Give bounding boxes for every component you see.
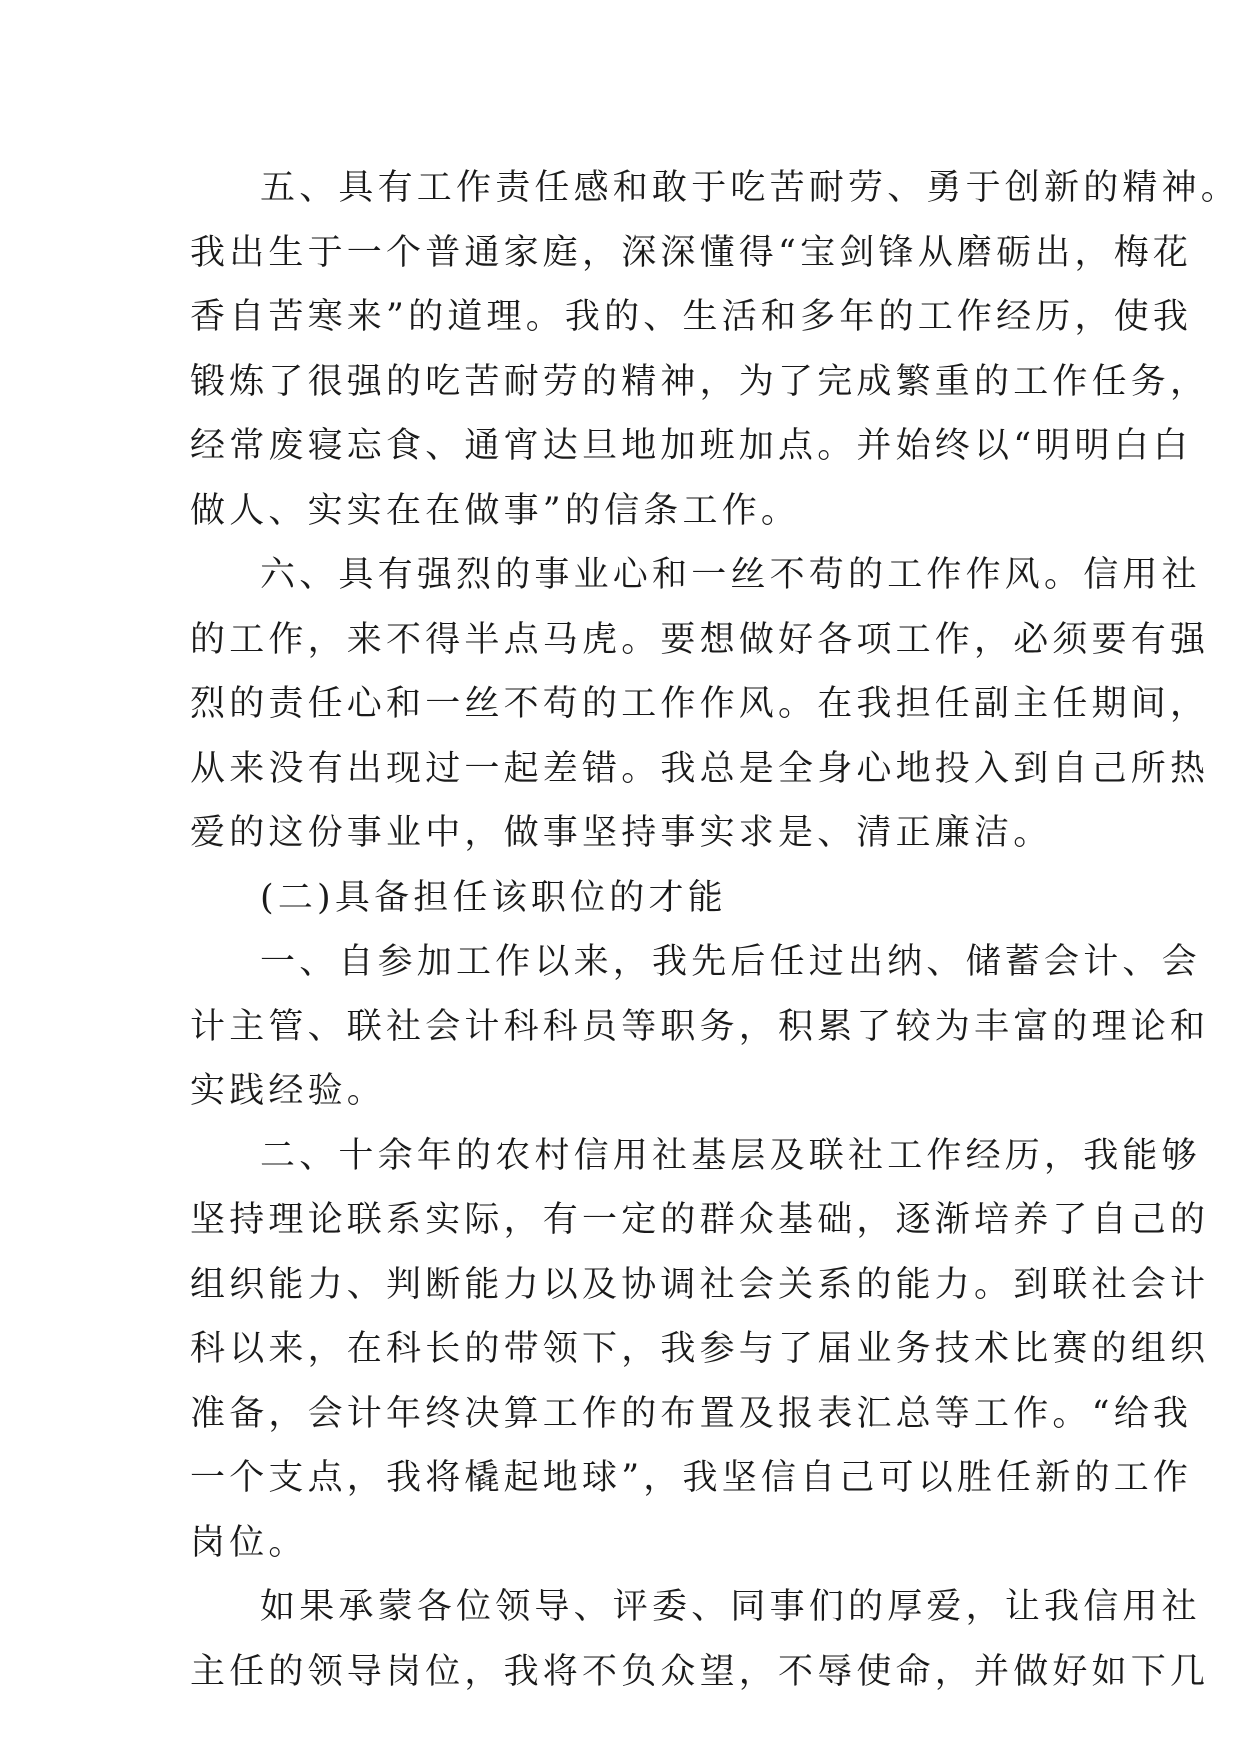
paragraph-work-history — [190, 1124, 1210, 1576]
text-line: 组织能力、判断能力以及协调社会关系的能力。到联社会计 — [190, 1264, 1210, 1305]
text-line: 主任的领导岗位，我将不负众望，不辱使命，并做好如下几 — [190, 1651, 1210, 1692]
text-line: 准备，会计年终决算工作的布置及报表汇总等工作。“给我 — [190, 1393, 1193, 1434]
paragraph-commitment — [190, 1575, 1210, 1704]
text-line: 烈的责任心和一丝不苟的工作作风。在我担任副主任期间， — [190, 684, 1210, 724]
text-line: 六、具有强烈的事业心和一丝不苟的工作作风。信用社 — [260, 555, 1201, 595]
text-line: 坚持理论联系实际，有一定的群众基础，逐渐培养了自己的 — [190, 1200, 1210, 1240]
text-line: 二、十余年的农村信用社基层及联社工作经历，我能够 — [260, 1135, 1201, 1176]
text-line: 经常废寝忘食、通宵达旦地加班加点。并始终以“明明白白 — [190, 426, 1193, 466]
section-heading-abilities — [190, 866, 1060, 931]
text-line: 实践经验。 — [190, 1071, 387, 1111]
paragraph-experience — [190, 930, 1210, 1124]
text-line: 我出生于一个普通家庭，深深懂得“宝剑锋从磨砺出，梅花 — [190, 232, 1193, 273]
text-line: 香自苦寒来”的道理。我的、生活和多年的工作经历，使我 — [190, 297, 1193, 337]
text-line: (二)具备担任该职位的才能 — [260, 877, 727, 918]
text-line: 锻炼了很强的吃苦耐劳的精神，为了完成繁重的工作任务， — [190, 361, 1210, 402]
text-line: 一、自参加工作以来，我先后任过出纳、储蓄会计、会 — [260, 942, 1201, 982]
text-line: 一个支点，我将橇起地球”，我坚信自己可以胜任新的工作 — [190, 1458, 1193, 1498]
text-line: 爱的这份事业中，做事坚持事实求是、清正廉洁。 — [190, 813, 1053, 853]
text-line: 从来没有出现过一起差错。我总是全身心地投入到自己所热 — [190, 748, 1210, 789]
text-line: 计主管、联社会计科科员等职务，积累了较为丰富的理论和 — [190, 1006, 1210, 1047]
text-line: 做人、实实在在做事”的信条工作。 — [190, 490, 801, 531]
text-line: 岗位。 — [190, 1522, 308, 1563]
text-line: 的工作，来不得半点马虎。要想做好各项工作，必须要有强 — [190, 619, 1210, 660]
text-line: 科以来，在科长的带领下，我参与了届业务技术比赛的组织 — [190, 1329, 1210, 1369]
text-line: 五、具有工作责任感和敢于吃苦耐劳、勇于创新的精神。 — [260, 168, 1241, 208]
paragraph-dedication — [190, 543, 1210, 866]
paragraph-responsibility — [190, 156, 1241, 543]
document-body — [190, 156, 1241, 1704]
text-line: 如果承蒙各位领导、评委、同事们的厚爱，让我信用社 — [260, 1587, 1201, 1627]
